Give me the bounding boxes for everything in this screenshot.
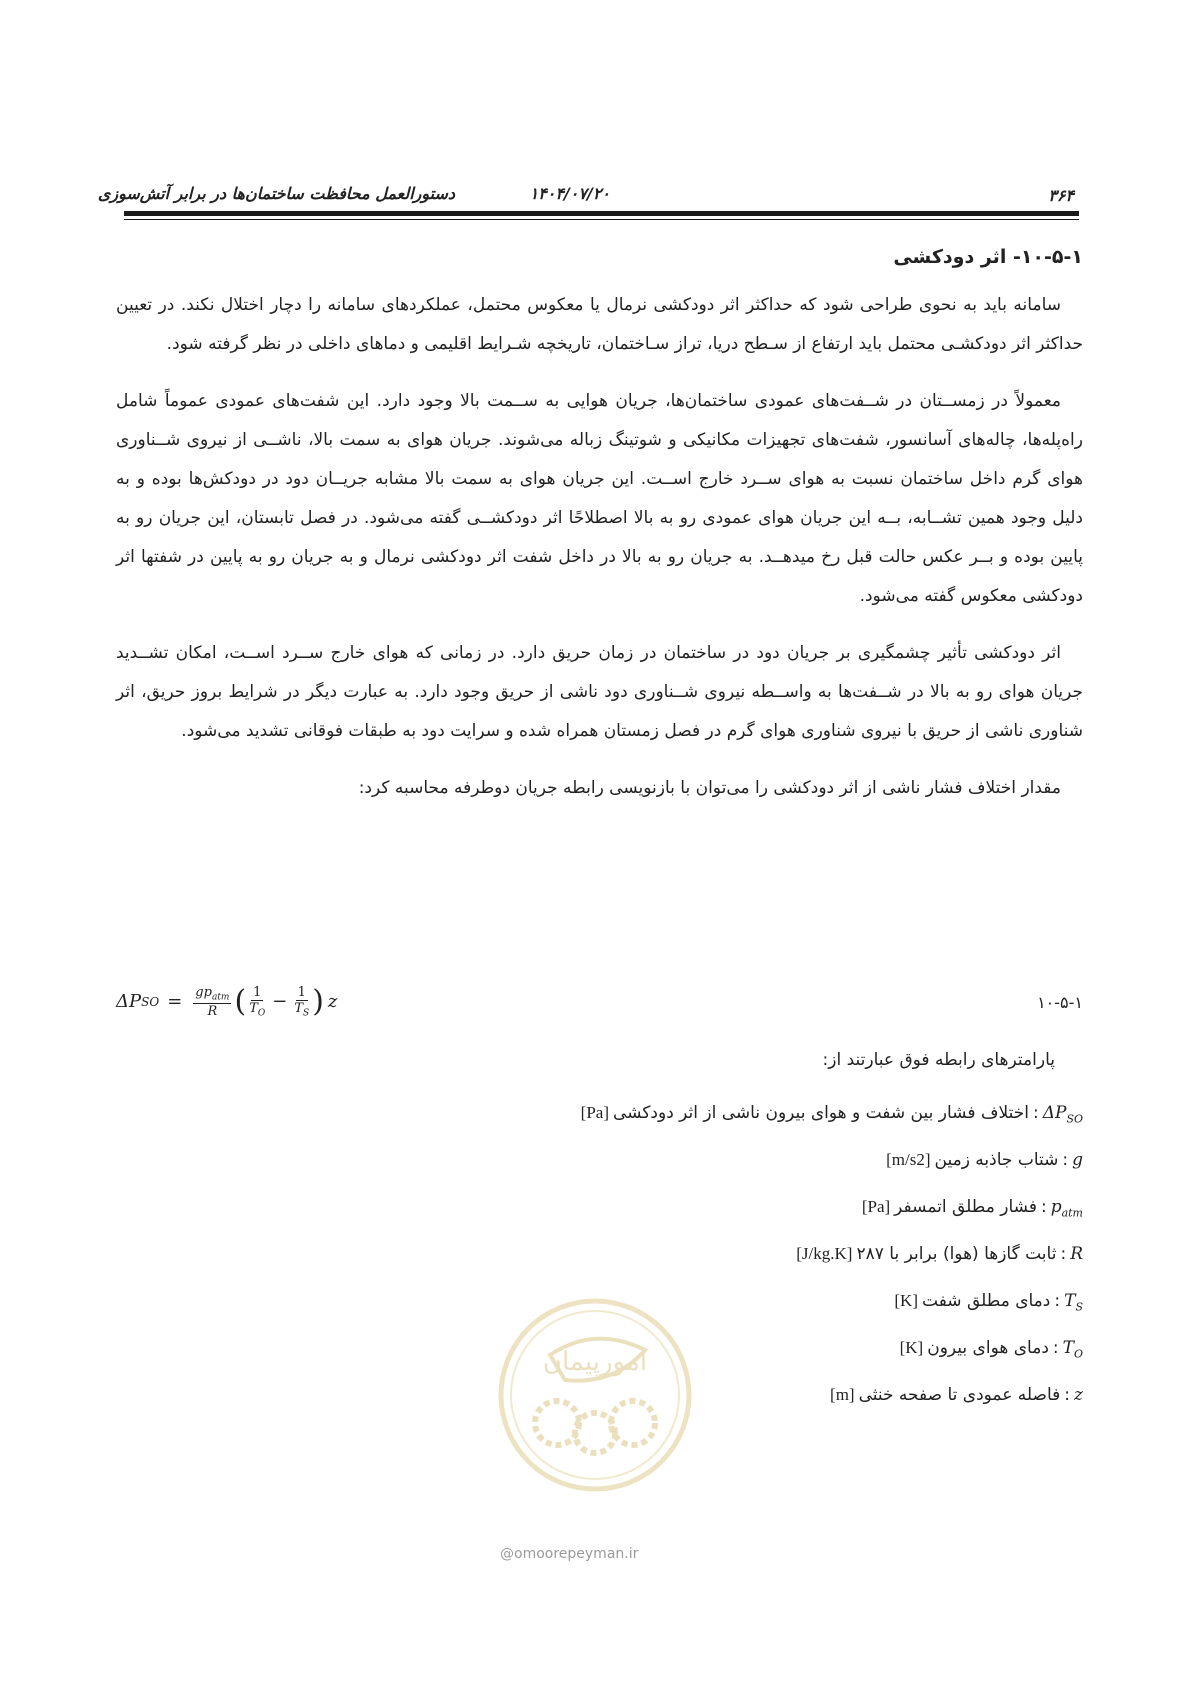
- open-paren: (: [234, 983, 247, 1019]
- parameter-symbol: $T_S$: [1064, 1291, 1083, 1314]
- fraction-one: 1: [253, 985, 262, 1000]
- fraction-one: 1: [297, 985, 306, 1000]
- paragraph-3: اثر دودکشی تأثیر چشمگیری بر جریان دود در ساختمان در زمان حریق دارد. در زمانی که هوای خارج ســرد اســت، امکان تشــدید جریان هوای رو به بالا در شــفت‌ها به واســطه نیروی شــناوری دود ناشی از حریق وجود دارد. به عبارت دیگر در شرایط بروز حریق، اثر شناوری ناشی از حریق با نیروی شناوری هوای گرم در فصل زمستان همراه شده و سرایت دود به طبقات فوقانی تشدید می‌شود.: [116, 643, 1083, 741]
- equals-sign: =: [167, 991, 183, 1013]
- paragraph-2: معمولاً در زمســتان در شــفت‌های عمودی ساختمان‌ها، جریان هوایی به ســمت بالا وجود دارد. این شفت‌های عمودی عموماً شامل راه‌پله‌ها، چاله‌های آسانسور، شفت‌های تجهیزات مکانیکی و شوتینگ زباله می‌شوند. جریان هوای به سمت بالا، ناشــی از نیروی شــناوری هوای گرم داخل ساختمان نسبت به هوای ســرد خارج اســت. این جریان هوای به سمت بالا مشابه جریــان دود در دودکش‌ها بوده و به دلیل وجود همین تشــابه، بــه این جریان هوای عمودی رو به بالا اصطلاحًا اثر دودکشــی گفته می‌شود. در فصل تابستان، این جریان رو به پایین بوده و بــر عکس حالت قبل رخ میدهــد. به جریان رو به بالا در داخل شفت اثر دودکشی نرمال و به جریان رو به پایین در شفتها اثر دودکشی معکوس گفته می‌شود.: [116, 391, 1083, 606]
- parameter-unit: [m]: [830, 1385, 855, 1404]
- one-over-to-fraction: [249, 985, 265, 1019]
- watermark-website: @omoorepeyman.ir: [500, 1546, 639, 1562]
- parameter-item: $\Delta P_{SO}$ : اختلاف فشار بین شفت و هوای بیرون ناشی از اثر دودکشی [Pa]: [116, 1098, 1083, 1145]
- parameters-intro: پارامترهای رابطه فوق عبارتند از:: [822, 1050, 1055, 1070]
- numerator-subscript: atm: [211, 992, 230, 1003]
- minus-sign: −: [272, 991, 288, 1013]
- parameter-symbol: g: [1072, 1150, 1083, 1170]
- parameter-unit: [m/s2]: [886, 1150, 931, 1169]
- parameter-item: z : فاصله عمودی تا صفحه خنثی [m]: [116, 1380, 1083, 1427]
- parameter-unit: [Pa]: [580, 1103, 609, 1122]
- parameter-unit: [J/kg.K]: [796, 1244, 853, 1263]
- page-header: [97, 182, 1080, 208]
- delta-p-symbol: ΔP: [116, 991, 142, 1013]
- parameter-symbol: $T_O$: [1062, 1338, 1083, 1361]
- to-symbol: T: [249, 1001, 258, 1016]
- denominator-text: R: [207, 1003, 218, 1019]
- ts-symbol: T: [294, 1001, 304, 1016]
- close-paren: ): [312, 983, 324, 1019]
- parameter-symbol: z: [1074, 1385, 1083, 1405]
- header-date: ۱۴۰۴/۰۷/۲۰: [529, 184, 610, 203]
- parameter-symbol: $\Delta P_{SO}$: [1042, 1103, 1083, 1126]
- parameter-item: $p_{atm}$ : فشار مطلق اتمسفر [Pa]: [116, 1192, 1083, 1239]
- parameter-description: دمای هوای بیرون: [927, 1338, 1049, 1358]
- page-number: ۳۶۴: [1048, 186, 1074, 205]
- z-symbol: z: [327, 991, 338, 1013]
- parameter-item: $T_O$ : دمای هوای بیرون [K]: [116, 1333, 1083, 1380]
- parameter-item: g : شتاب جاذبه زمین [m/s2]: [116, 1145, 1083, 1192]
- parameter-description: اختلاف فشار بین شفت و هوای بیرون ناشی از اثر دودکشی: [613, 1103, 1029, 1123]
- parameter-symbol: R: [1070, 1244, 1083, 1264]
- parameter-unit: [K]: [894, 1291, 918, 1310]
- seal-lettering: امورپیمان: [542, 1347, 648, 1377]
- one-over-ts-fraction: [294, 985, 309, 1019]
- header-title: دستورالعمل محافظت ساختمان‌ها در برابر آتش‌سوزی: [97, 184, 455, 203]
- watermark-seal-logo: [495, 1295, 695, 1495]
- equation-row: [116, 985, 1083, 1025]
- parameter-item: R : ثابت گازها (هوا) برابر با ۲۸۷ [J/kg.K]: [116, 1239, 1083, 1286]
- to-subscript: O: [257, 1008, 266, 1019]
- parameter-description: فاصله عمودی تا صفحه خنثی: [858, 1385, 1061, 1405]
- delta-p-subscript: SO: [141, 994, 160, 1009]
- equation-number: ۱۰-۵-۱: [1037, 993, 1083, 1012]
- paragraph-4: مقدار اختلاف فشار ناشی از اثر دودکشی را می‌توان با بازنویسی رابطه جریان دوطرفه محاسبه کرد:: [358, 778, 1061, 798]
- parameter-description: ثابت گازها (هوا) برابر با ۲۸۷: [856, 1244, 1057, 1264]
- ts-subscript: S: [303, 1008, 310, 1019]
- header-rule-thin: [124, 219, 1079, 220]
- header-rule-thick: [124, 211, 1079, 216]
- parameter-description: فشار مطلق اتمسفر: [894, 1197, 1037, 1217]
- parameter-description: شتاب جاذبه زمین: [934, 1150, 1059, 1170]
- stack-effect-equation: [116, 985, 337, 1019]
- parameter-unit: [K]: [899, 1338, 924, 1357]
- section-heading: ۱۰-۵-۱- اثر دودکشی: [893, 246, 1083, 268]
- numerator-text: gp: [195, 985, 212, 1000]
- parameter-description: دمای مطلق شفت: [922, 1291, 1051, 1311]
- parameter-unit: [Pa]: [861, 1197, 891, 1216]
- gp-over-r-fraction: [193, 985, 231, 1019]
- paragraph-1: سامانه باید به نحوی طراحی شود که حداکثر اثر دودکشی نرمال یا معکوس محتمل، عملکردهای سامانه را دچار اختلال نکند. در تعیین حداکثر اثر دودکشـی محتمل باید ارتفاع از سـطح دریا، تراز سـاختمان، تاریخچه شـرایط اقلیمی و دماهای داخلی در نظر گرفته شود.: [116, 295, 1083, 354]
- parameter-item: $T_S$ : دمای مطلق شفت [K]: [116, 1286, 1083, 1333]
- parameter-symbol: $p_{atm}$: [1050, 1197, 1083, 1220]
- section-body: [116, 246, 1083, 826]
